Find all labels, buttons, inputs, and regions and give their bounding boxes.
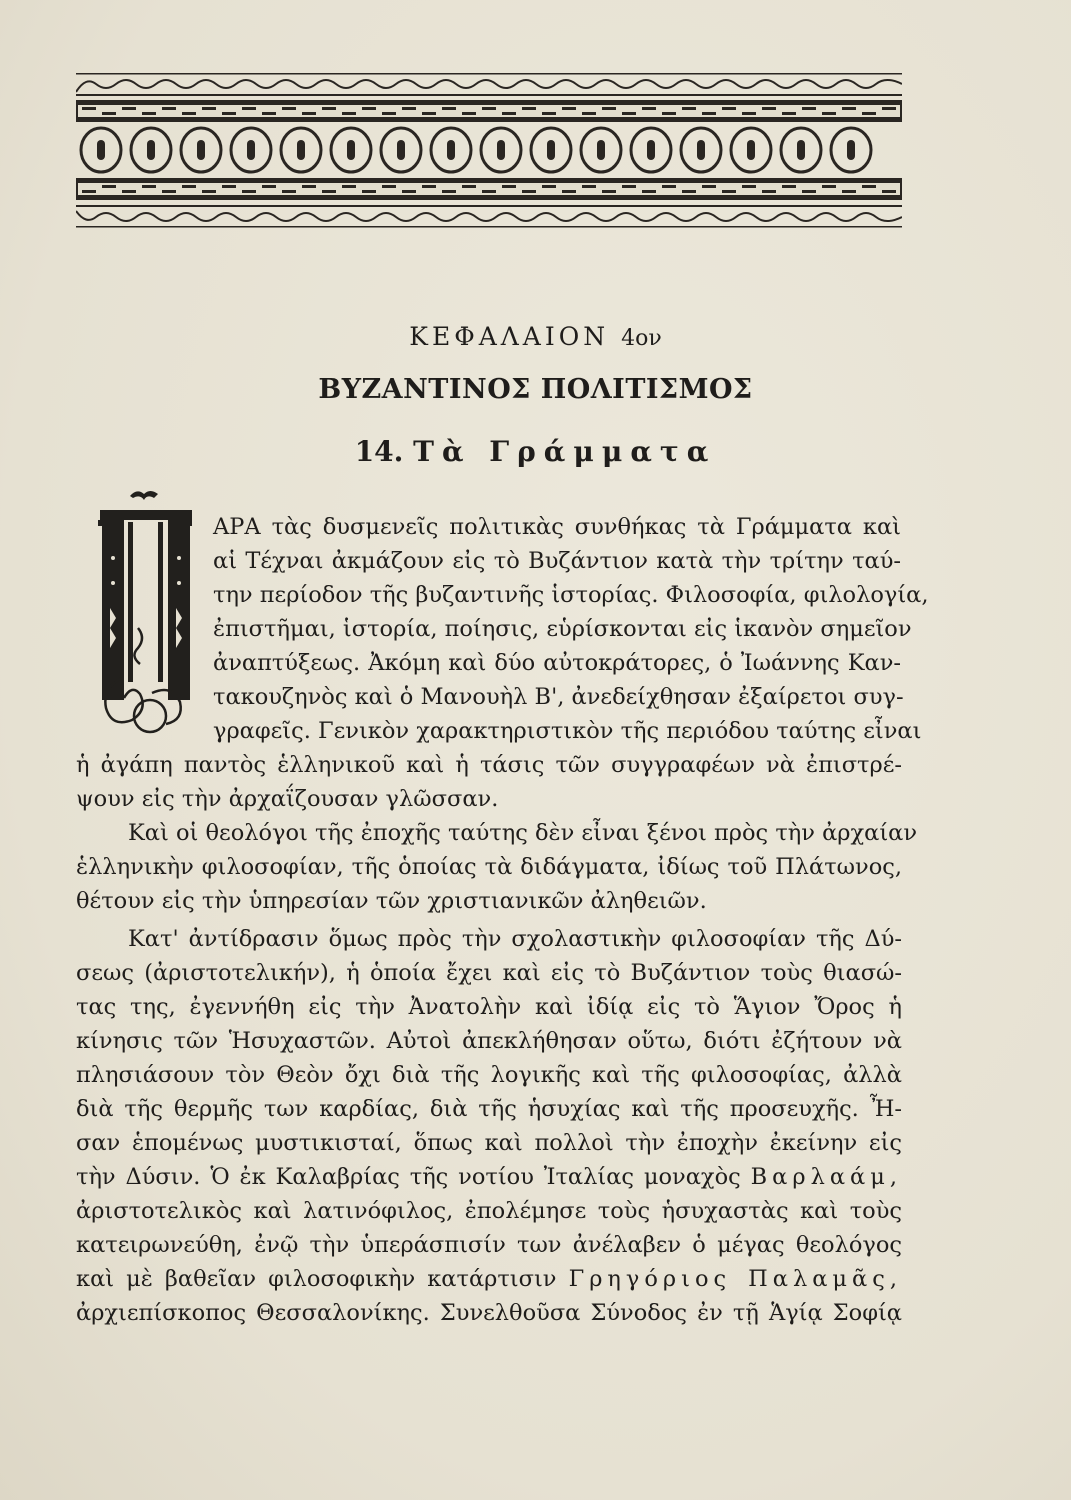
text-line: ΑΡΑ τὰς δυσμενεῖς πολιτικὰς συνθήκας τὰ Γράμματα καὶ <box>213 514 901 540</box>
chapter-label: ΚΕΦΑΛΑΙΟΝ <box>409 322 610 351</box>
chapter-number: 4ον <box>621 326 662 351</box>
section-name: Τὰ Γράμματα <box>413 435 717 468</box>
text-line: Κατ' ἀντίδρασιν ὅμως πρὸς τὴν σχολαστικὴν φιλοσοφίαν τῆς Δύ- <box>128 926 902 952</box>
text-line <box>76 1264 902 1294</box>
text-line: τακουζηνὸς καὶ ὁ Μανουὴλ Β', ἀνεδείχθησαν ἐξαίρετοι συγ- <box>213 684 904 710</box>
name-gregorios-palamas: Γρηγόριος Παλαμᾶς, <box>568 1266 902 1292</box>
wave-border-bottom <box>76 203 902 229</box>
text-line: ψουν εἰς τὴν ἀρχαΐζουσαν γλῶσσαν. <box>76 786 499 812</box>
text-line: ἀριστοτελικὸς καὶ λατινόφιλος, ἐπολέμησε τοὺς ἡσυχαστὰς καὶ τοὺς <box>76 1198 902 1224</box>
text-line: ἀρχιεπίσκοπος Θεσσαλονίκης. Συνελθοῦσα Σύνοδος ἐν τῇ Ἁγίᾳ Σοφίᾳ <box>76 1300 902 1326</box>
text-line: τας της, ἐγεννήθη εἰς τὴν Ἀνατολὴν καὶ ἰδίᾳ εἰς τὸ Ἅγιον Ὄρος ἡ <box>76 994 902 1020</box>
text-line: σεως (ἀριστοτελικήν), ἡ ὁποία ἔχει καὶ εἰς τὸ Βυζάντιον τοὺς θιασώ- <box>76 960 902 986</box>
name-barlaam: Βαρλαάμ, <box>750 1164 902 1190</box>
dropcap-pi-icon <box>92 488 198 743</box>
text-line: πλησιάσουν τὸν Θεὸν ὄχι διὰ τῆς λογικῆς καὶ τῆς φιλοσοφίας, ἀλλὰ <box>76 1062 902 1088</box>
text-line: ἑλληνικὴν φιλοσοφίαν, τῆς ὁποίας τὰ διδάγματα, ἰδίως τοῦ Πλάτωνος, <box>76 854 902 880</box>
text-line: την περίοδον τῆς βυζαντινῆς ἱστορίας. Φιλοσοφία, φιλολογία, <box>213 582 929 608</box>
text-line: ἀναπτύξεως. Ἀκόμη καὶ δύο αὐτοκράτορες, ὁ Ἰωάννης Καν- <box>213 650 901 676</box>
wave-border-top <box>76 72 902 98</box>
key-border-bottom <box>76 178 902 200</box>
text-line: κίνησις τῶν Ἡσυχαστῶν. Αὐτοὶ ἀπεκλήθησαν οὕτω, διότι ἐζήτουν νὰ <box>76 1028 902 1054</box>
text-line: διὰ τῆς θερμῆς των καρδίας, διὰ τῆς ἡσυχίας καὶ τῆς προσευχῆς. Ἦ- <box>76 1096 902 1122</box>
text-line: αἱ Τέχναι ἀκμάζουν εἰς τὸ Βυζάντιον κατὰ τὴν τρίτην ταύ- <box>213 548 901 574</box>
text-segment: τὴν Δύσιν. Ὁ ἐκ Καλαβρίας τῆς νοτίου Ἰταλίας μοναχὸς <box>76 1164 741 1190</box>
chain-border <box>76 124 902 176</box>
text-line: γραφεῖς. Γενικὸν χαρακτηριστικὸν τῆς περιόδου ταύτης εἶναι <box>213 718 922 744</box>
text-line: ἐπιστῆμαι, ἱστορία, ποίησις, εὑρίσκονται εἰς ἱκανὸν σημεῖον <box>213 616 912 642</box>
text-line: κατειρωνεύθη, ἐνῷ τὴν ὑπεράσπισίν των ἀνέλαβεν ὁ μέγας θεολόγος <box>76 1232 902 1258</box>
text-line: σαν ἑπομένως μυστικισταί, ὅπως καὶ πολλοὶ τὴν ἐποχὴν ἐκείνην εἰς <box>76 1130 902 1156</box>
text-line <box>76 1162 902 1192</box>
section-number: 14. <box>354 435 404 468</box>
text-line: ἡ ἀγάπη παντὸς ἑλληνικοῦ καὶ ἡ τάσις τῶν συγγραφέων νὰ ἐπιστρέ- <box>76 752 902 778</box>
page-title: ΒΥΖΑΝΤΙΝΟΣ ΠΟΛΙΤΙΣΜΟΣ <box>318 374 753 405</box>
chapter-heading <box>0 322 1071 351</box>
text-segment: καὶ μὲ βαθεῖαν φιλοσοφικὴν κατάρτισιν <box>76 1266 557 1292</box>
text-line: Καὶ οἱ θεολόγοι τῆς ἐποχῆς ταύτης δὲν εἶναι ξένοι πρὸς τὴν ἀρχαίαν <box>128 820 918 846</box>
text-line: θέτουν εἰς τὴν ὑπηρεσίαν τῶν χριστιανικῶν ἀληθειῶν. <box>76 888 707 914</box>
key-border-top <box>76 100 902 122</box>
section-heading <box>0 435 1071 468</box>
